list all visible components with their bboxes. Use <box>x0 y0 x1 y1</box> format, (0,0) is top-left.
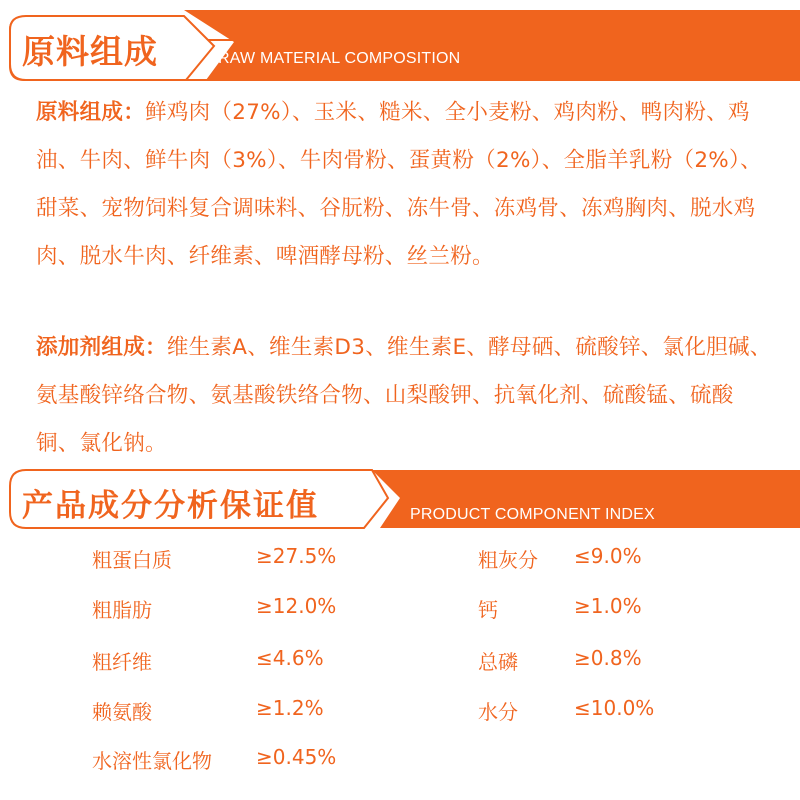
raw-material-label: 原料组成： <box>36 100 146 125</box>
index-value: ≥1.0% <box>574 594 642 618</box>
additive-label: 添加剂组成： <box>36 335 167 360</box>
raw-material-banner <box>0 0 800 82</box>
section-subtitle: RAW MATERIAL COMPOSITION <box>218 50 461 67</box>
index-value: ≥0.8% <box>574 646 642 670</box>
index-value: ≥27.5% <box>256 544 337 568</box>
section-title: 产品成分分析保证值 <box>22 488 319 524</box>
raw-material-paragraph <box>36 89 776 281</box>
index-value: ≥12.0% <box>256 594 337 618</box>
index-name: 水溶性氯化物 <box>92 749 212 773</box>
index-name: 总磷 <box>478 650 518 674</box>
raw-material-text: 鲜鸡肉（27%）、玉米、糙米、全小麦粉、鸡肉粉、鸭肉粉、鸡油、牛肉、鲜牛肉（3%）、牛肉骨粉、蛋黄粉（2%）、全脂羊乳粉（2%）、甜菜、宠物饲料复合调味料、谷朊粉、冻牛骨、冻鸡骨、冻鸡胸肉、脱水鸡肉、脱水牛肉、纤维素、啤酒酵母粉、丝兰粉。 <box>36 100 762 269</box>
index-value: ≤4.6% <box>256 646 324 670</box>
index-name: 粗纤维 <box>92 650 152 674</box>
component-index-banner <box>0 468 800 530</box>
section-subtitle: PRODUCT COMPONENT INDEX <box>410 506 655 523</box>
index-name: 赖氨酸 <box>92 700 152 724</box>
section-title: 原料组成 <box>22 32 158 71</box>
index-value: ≤10.0% <box>574 696 655 720</box>
index-value: ≤9.0% <box>574 544 642 568</box>
index-name: 粗灰分 <box>478 548 538 572</box>
index-name: 钙 <box>478 598 498 622</box>
index-name: 水分 <box>478 700 518 724</box>
additive-paragraph <box>36 324 776 468</box>
index-name: 粗蛋白质 <box>92 548 172 572</box>
index-value: ≥0.45% <box>256 745 337 769</box>
index-value: ≥1.2% <box>256 696 324 720</box>
additive-text: 维生素A、维生素D3、维生素E、酵母硒、硫酸锌、氯化胆碱、氨基酸锌络合物、氨基酸铁络合物、山梨酸钾、抗氧化剂、硫酸锰、硫酸铜、氯化钠。 <box>36 335 772 456</box>
index-name: 粗脂肪 <box>92 598 152 622</box>
